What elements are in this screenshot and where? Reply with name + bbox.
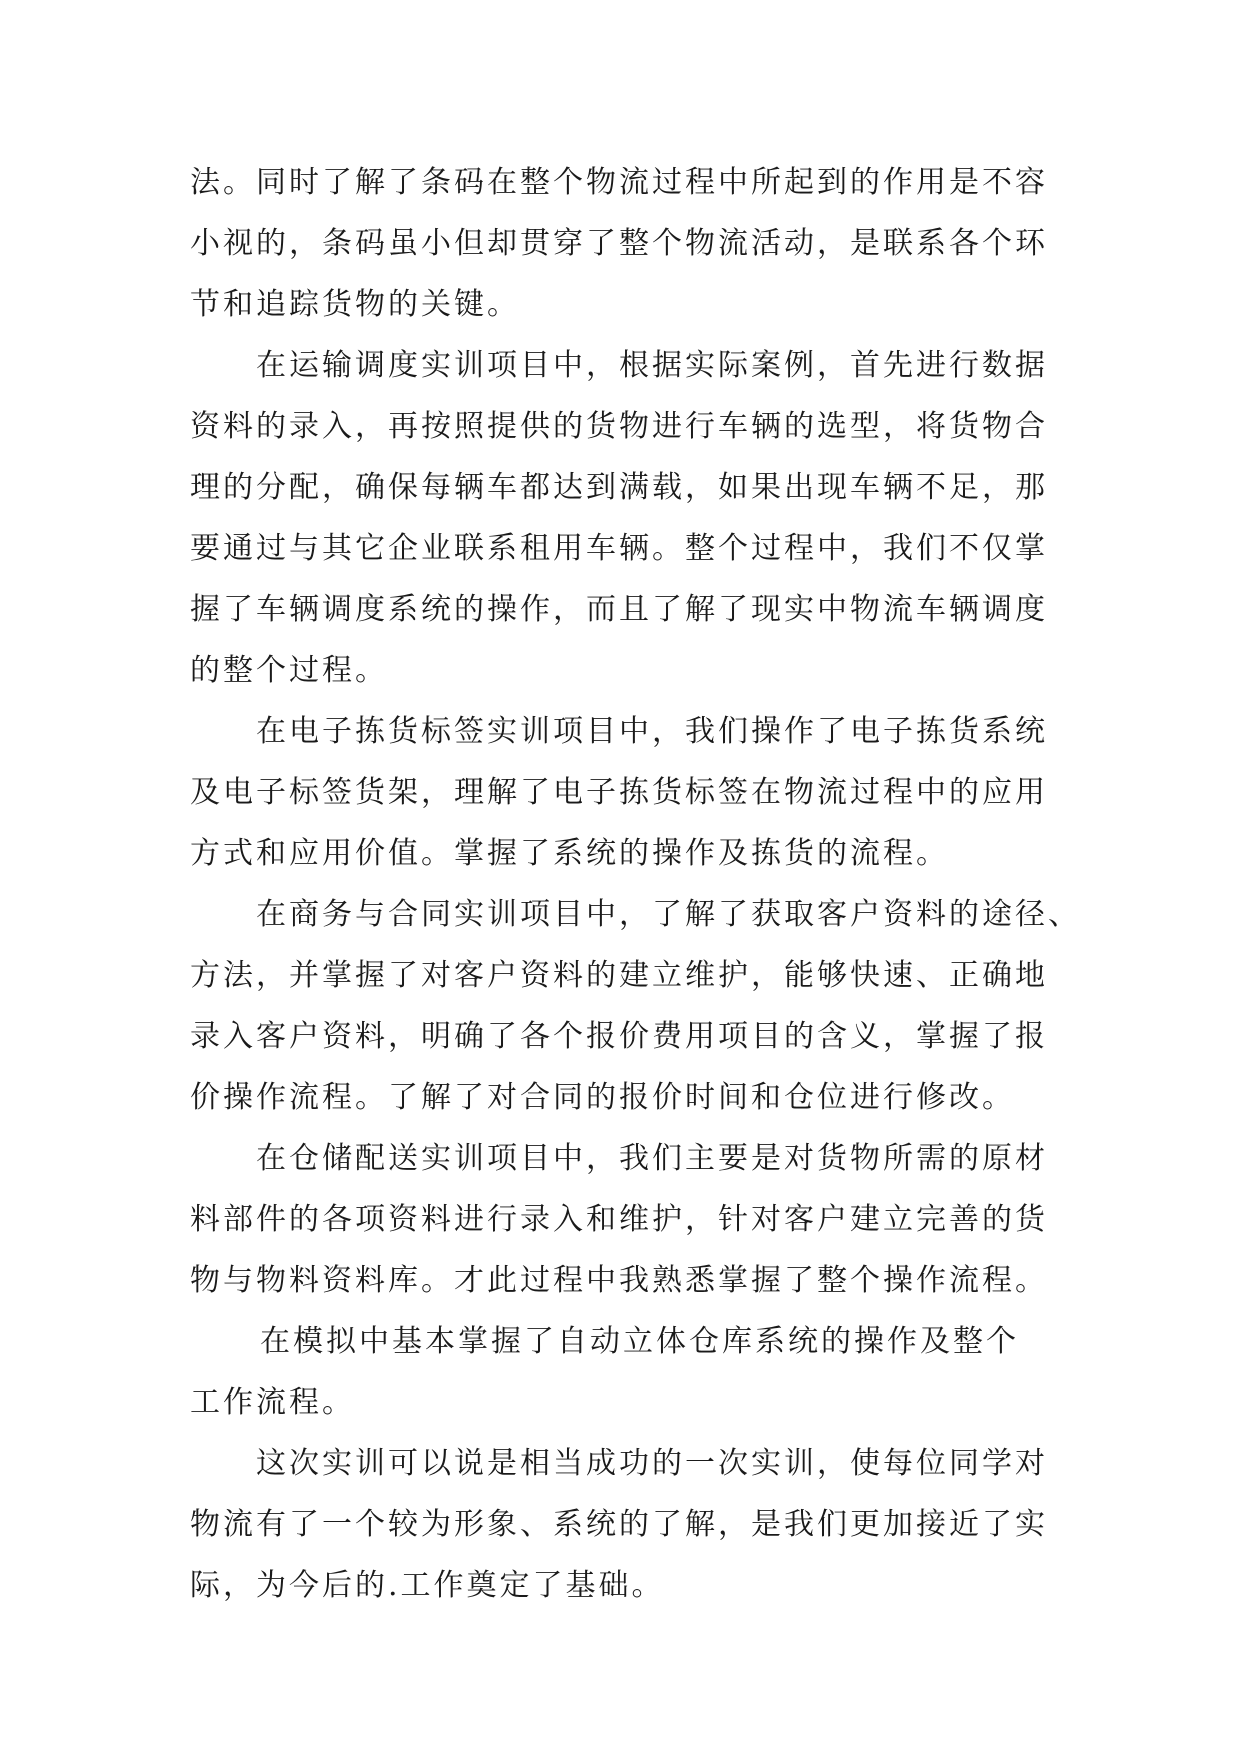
- text-line: 价操作流程。了解了对合同的报价时间和仓位进行修改。: [190, 1080, 1015, 1115]
- text-line: 资料的录入，再按照提供的货物进行车辆的选型，将货物合: [190, 409, 1048, 444]
- text-line: 录入客户资料，明确了各个报价费用项目的含义，掌握了报: [190, 1019, 1048, 1054]
- text-line: 法。同时了解了条码在整个物流过程中所起到的作用是不容: [190, 165, 1048, 200]
- text-line: 料部件的各项资料进行录入和维护，针对客户建立完善的货: [190, 1202, 1048, 1237]
- text-line: 工作流程。: [190, 1385, 355, 1420]
- text-line: 要通过与其它企业联系租用车辆。整个过程中，我们不仅掌: [190, 531, 1048, 566]
- text-line: 的整个过程。: [190, 653, 388, 688]
- text-line: 节和追踪货物的关键。: [190, 287, 520, 322]
- text-line: 握了车辆调度系统的操作，而且了解了现实中物流车辆调度: [190, 592, 1048, 627]
- text-line: 小视的，条码虽小但却贯穿了整个物流活动，是联系各个环: [190, 226, 1048, 261]
- text-line: 及电子标签货架，理解了电子拣货标签在物流过程中的应用: [190, 775, 1048, 810]
- paragraph-start-line: 这次实训可以说是相当成功的一次实训，使每位同学对: [256, 1446, 1048, 1481]
- text-line: 物与物料资料库。才此过程中我熟悉掌握了整个操作流程。: [190, 1263, 1048, 1298]
- document-body: [190, 152, 1081, 1616]
- text-line: 方法，并掌握了对客户资料的建立维护，能够快速、正确地: [190, 958, 1048, 993]
- paragraph-start-line: 在模拟中基本掌握了自动立体仓库系统的操作及整个: [260, 1324, 1019, 1359]
- text-line: 方式和应用价值。掌握了系统的操作及拣货的流程。: [190, 836, 949, 871]
- text-line: 际，为今后的.工作奠定了基础。: [190, 1568, 665, 1603]
- paragraph-start-line: 在运输调度实训项目中，根据实际案例，首先进行数据: [256, 348, 1048, 383]
- paragraph-start-line: 在电子拣货标签实训项目中，我们操作了电子拣货系统: [256, 714, 1048, 749]
- text-line: 物流有了一个较为形象、系统的了解，是我们更加接近了实: [190, 1507, 1048, 1542]
- text-line: 理的分配，确保每辆车都达到满载，如果出现车辆不足，那: [190, 470, 1048, 505]
- paragraph-start-line: 在仓储配送实训项目中，我们主要是对货物所需的原材: [256, 1141, 1048, 1176]
- paragraph-start-line: 在商务与合同实训项目中，了解了获取客户资料的途径、: [256, 897, 1081, 932]
